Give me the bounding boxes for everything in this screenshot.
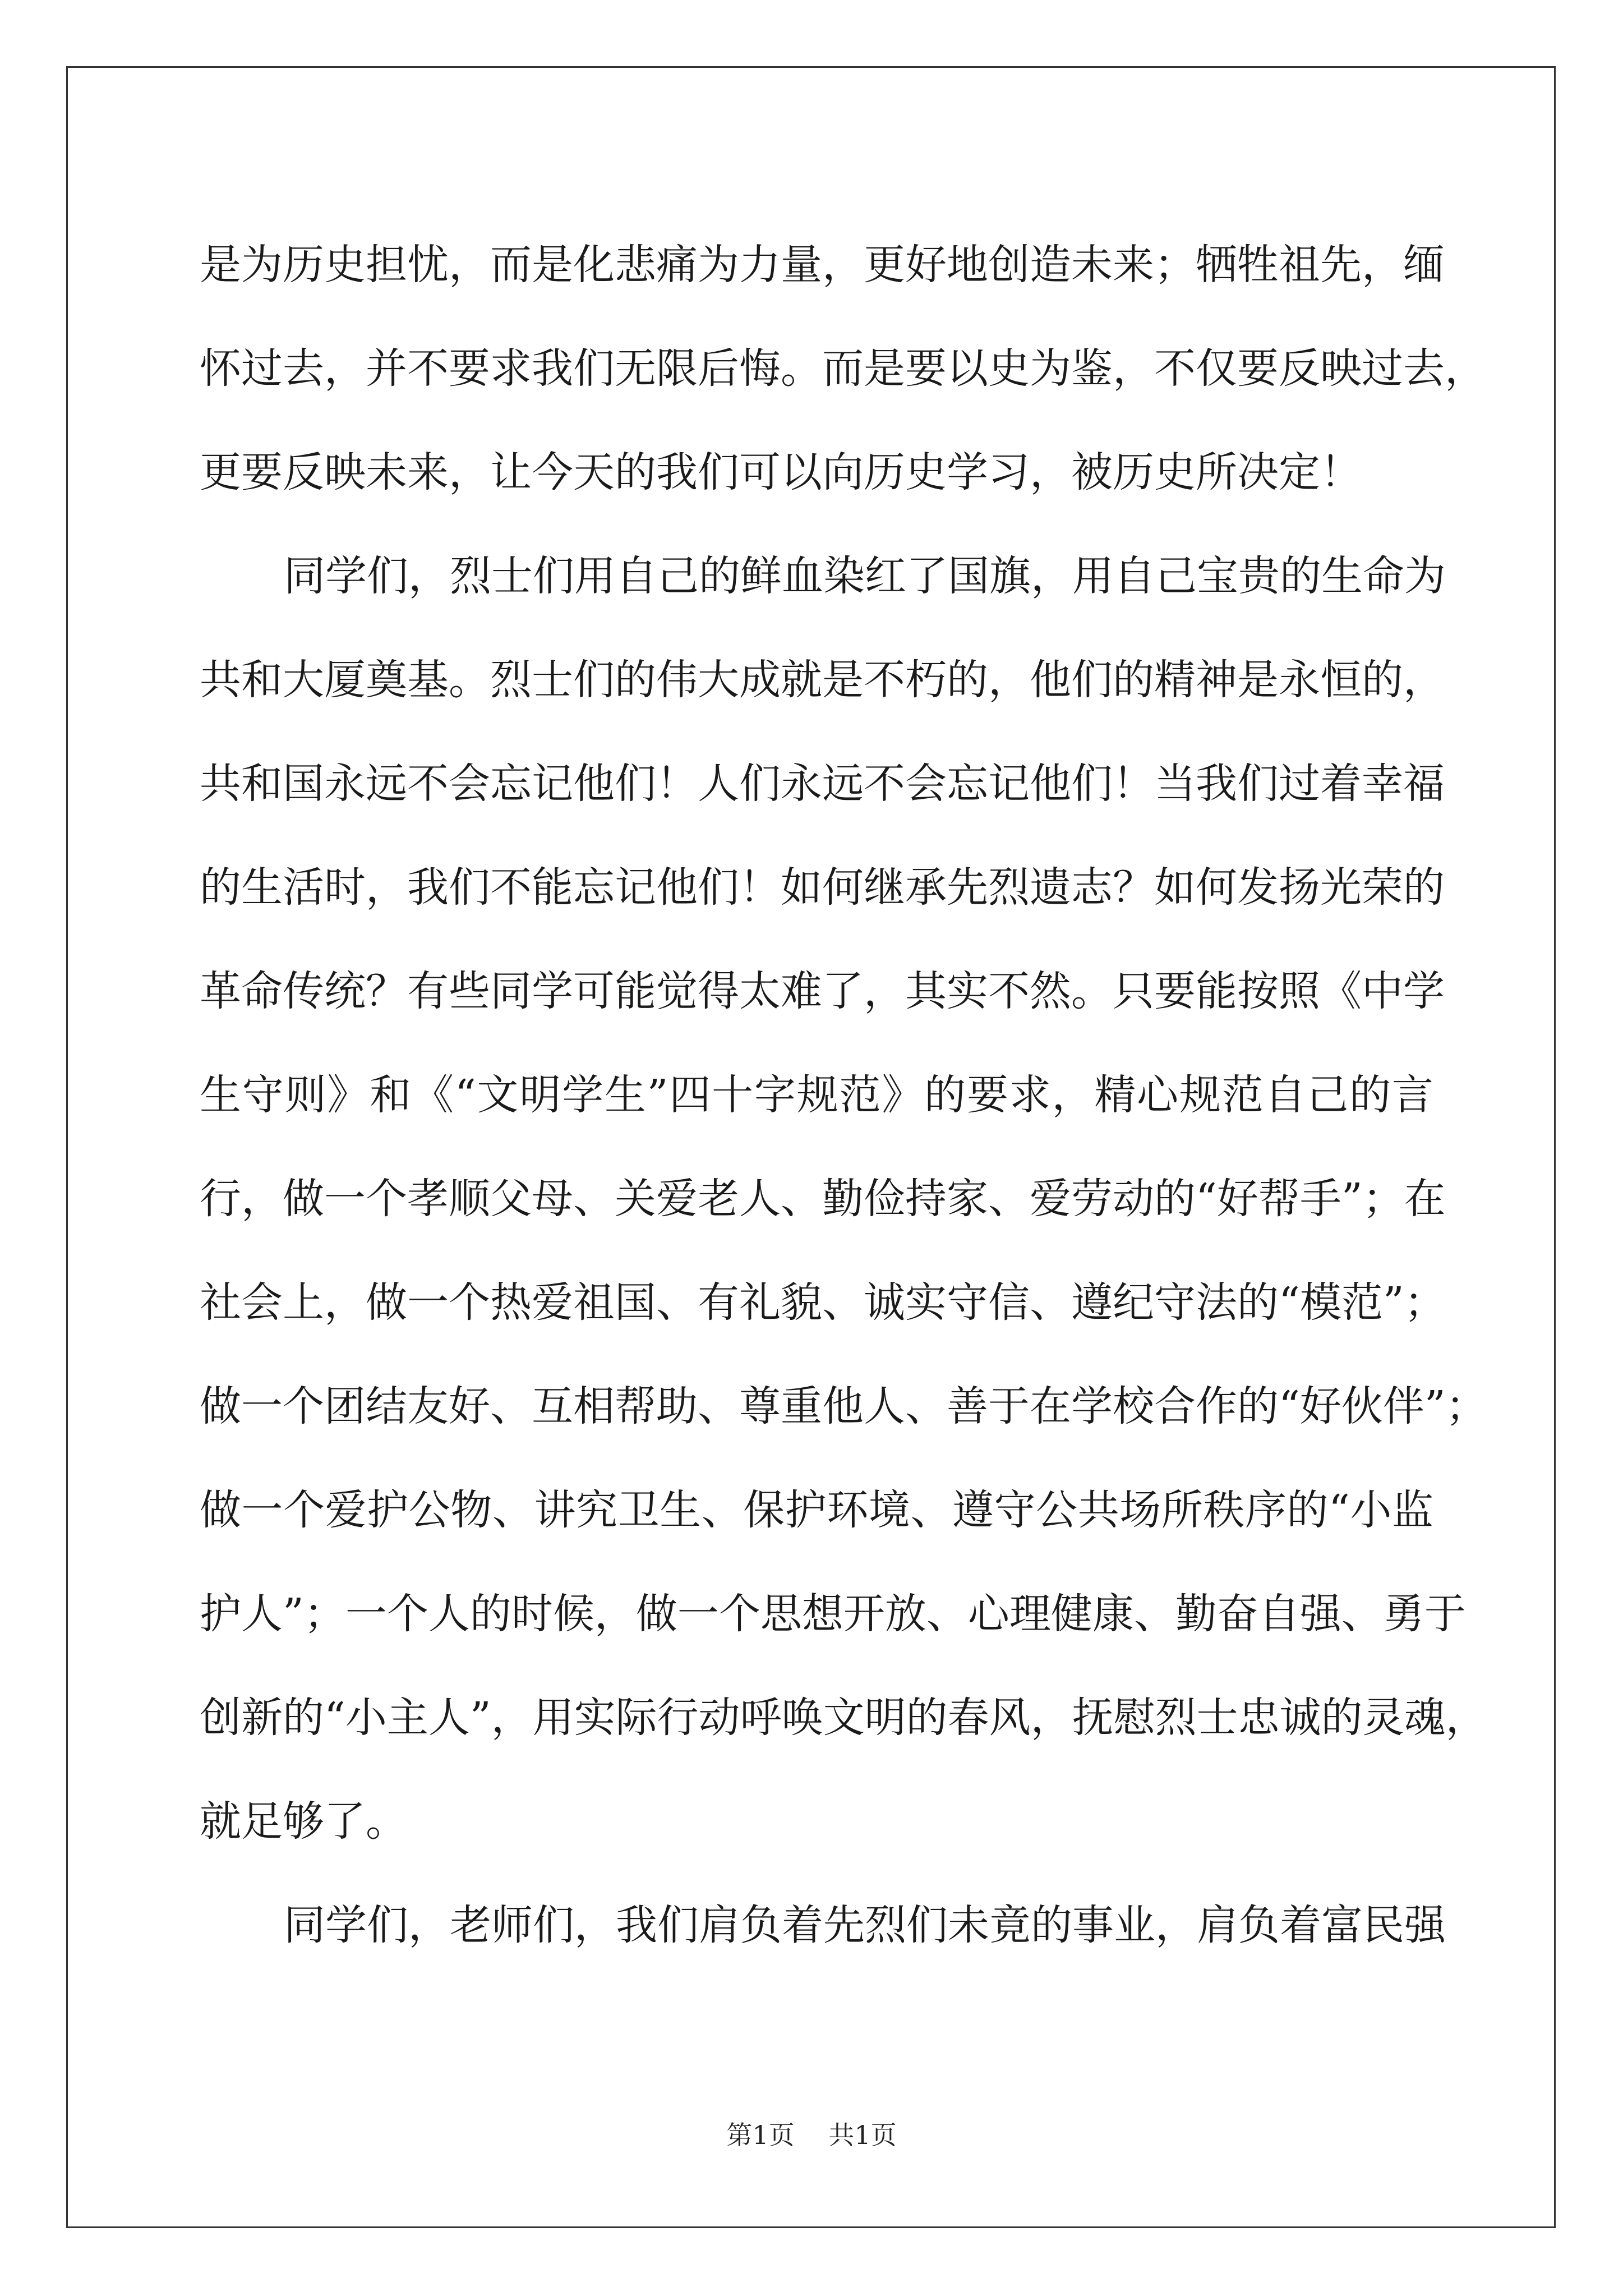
text-line: 社会上，做一个热爱祖国、有礼貌、诚实守信、遵纪守法的“模范”； (200, 1278, 1446, 1327)
text-line: 是为历史担忧，而是化悲痛为力量，更好地创造未来；牺牲祖先，缅 (200, 241, 1445, 289)
text-line: 怀过去，并不要求我们无限后悔。而是要以史为鉴，不仅要反映过去， (200, 344, 1486, 393)
text-line: 的生活时，我们不能忘记他们！如何继承先烈遗志？如何发扬光荣的 (200, 863, 1445, 912)
text-line: 同学们，烈士们用自己的鲜血染红了国旗，用自己宝贵的生命为 (284, 552, 1446, 600)
text-line: 行，做一个孝顺父母、关爱老人、勤俭持家、爱劳动的“好帮手”；在 (200, 1175, 1446, 1223)
text-line: 同学们，老师们，我们肩负着先烈们未竟的事业，肩负着富民强 (284, 1901, 1446, 1949)
text-line: 创新的“小主人”，用实际行动呼唤文明的春风，抚慰烈士忠诚的灵魂， (200, 1694, 1487, 1742)
text-line: 就足够了。 (200, 1797, 407, 1846)
text-line: 革命传统？有些同学可能觉得太难了，其实不然。只要能按照《中学 (200, 967, 1445, 1015)
text-line: 做一个团结友好、互相帮助、尊重他人、善于在学校合作的“好伙伴”； (200, 1382, 1487, 1430)
page-total: 共1页 (828, 2120, 897, 2150)
page-number: 第1页 (726, 2120, 795, 2150)
text-line: 共和大厦奠基。烈士们的伟大成就是不朽的，他们的精神是永恒的， (200, 656, 1445, 704)
text-line: 生守则》和《“文明学生”四十字规范》的要求，精心规范自己的言 (200, 1071, 1433, 1119)
text-line: 做一个爱护公物、讲究卫生、保护环境、遵守公共场所秩序的“小监 (200, 1486, 1433, 1534)
document-body (200, 213, 1487, 1977)
page-footer (0, 2115, 1623, 2152)
text-line: 共和国永远不会忘记他们！人们永远不会忘记他们！当我们过着幸福 (200, 760, 1445, 808)
text-line: 护人”；一个人的时候，做一个思想开放、心理健康、勤奋自强、勇于 (200, 1590, 1466, 1638)
text-line: 更要反映未来，让今天的我们可以向历史学习，被历史所决定！ (200, 448, 1362, 496)
